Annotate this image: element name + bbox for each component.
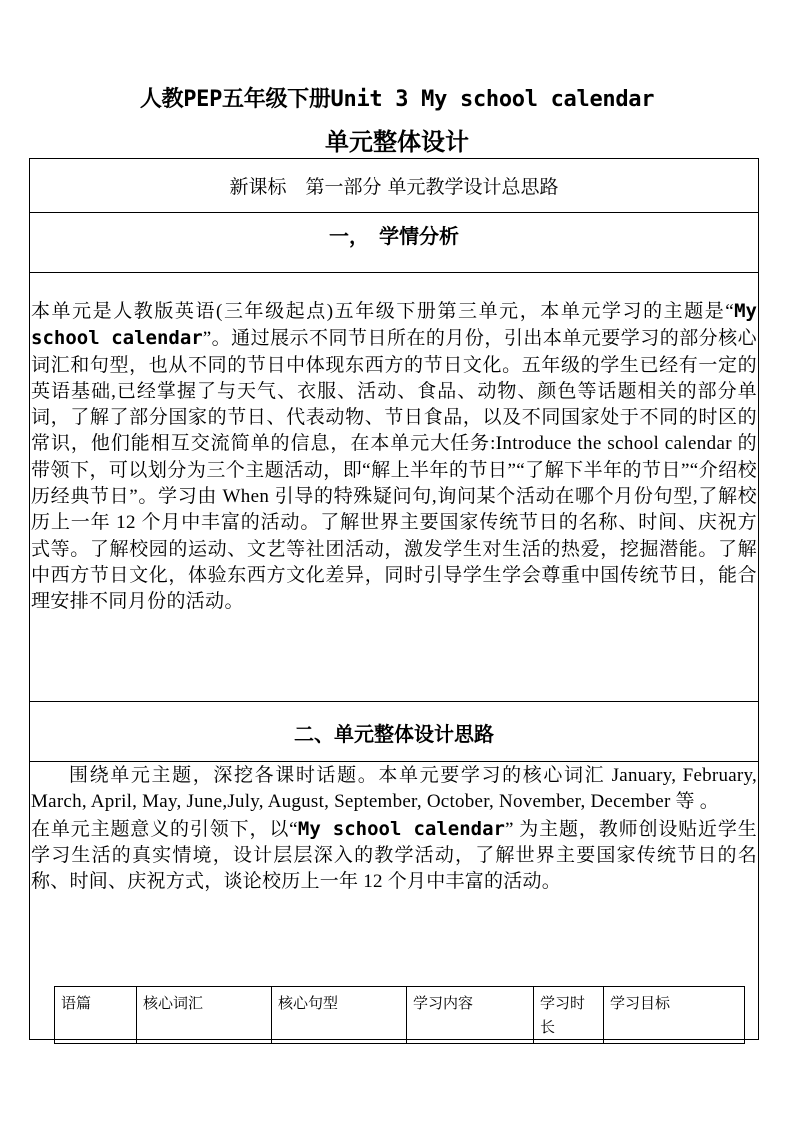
header-cell-sentence-patterns: 核心句型 (272, 987, 407, 1044)
section-title-learner-analysis: 一， 学情分析 (329, 224, 459, 248)
unit-topic-highlight: My school calendar (31, 300, 757, 350)
header-cell-text: 语篇 (55, 987, 137, 1044)
table-subheading: 新课标 第一部分 单元教学设计总思路 (229, 176, 559, 198)
learner-analysis-paragraph (31, 298, 757, 616)
paragraph-text: ”。通过展示不同节日所在的月份，引出本单元要学习的部分核心词汇和句型，也从不同的节日中体现东西方的节日文化。五年级的学生已经有一定的英语基础,已经掌握了与天气、衣服、活动、食品、动物、颜色等话题相关的部分单词，了解了部分国家的节日、代表动物、节日食品，以及不同国家处于不同的时区的常识，他们能相互交流简单的信息，在本单元大任务:Introduce the school calendar 的带领下，可以划分为三个主题活动，即“解上半年的节日”“了解下半年的节日”“介绍校历经典节日”。学习由 When 引导的特殊疑问句,询问某个活动在哪个月份句型,了解校历上一年 12 个月中丰富的活动。了解世界主要国家传统节日的名称、时间、庆祝方式等。了解校园的运动、文艺等社团活动，激发学生对生活的热爱，挖掘潜能。了解中西方节日文化，体验东西方文化差异，同时引导学生学会尊重中国传统节日，能合理安排不同月份的活动。 (31, 328, 757, 613)
table-header-row (55, 987, 745, 1044)
core-vocabulary-paragraph: 围绕单元主题，深挖各课时话题。本单元要学习的核心词汇 January, February, March, April, May, June,July, August, September, October, November, December 等 。 (31, 765, 757, 813)
table-divider (29, 701, 759, 702)
design-approach-paragraph (31, 763, 757, 895)
header-cell-objectives: 学习目标 (604, 987, 745, 1044)
section-title-design-approach: 二、单元整体设计思路 (294, 722, 494, 746)
paragraph-text: ” 为主题，教师创设贴近学生学习生活的真实情境，设计层层深入的教学活动，了解世界主要国家传统节日的名称、时间、庆祝方式，谈论校历上一年 12 个月中丰富的活动。 (31, 818, 758, 893)
header-cell-vocabulary: 核心词汇 (137, 987, 272, 1044)
document-subtitle: 单元整体设计 (325, 128, 469, 156)
header-cell-duration: 学习时长 (534, 987, 604, 1044)
table-divider (29, 272, 759, 273)
unit-topic-highlight: My school calendar (297, 817, 505, 840)
design-theme-paragraph (31, 816, 757, 896)
table-divider (29, 212, 759, 213)
paragraph-text: 在单元主题意义的引领下，以“ (31, 818, 298, 840)
unit-plan-table (54, 986, 745, 1044)
paragraph-text: 本单元是人教版英语(三年级起点)五年级下册第三单元，本单元学习的主题是“ (31, 301, 735, 322)
document-title: 人教PEP五年级下册Unit 3 My school calendar (139, 87, 655, 112)
header-cell-content: 学习内容 (407, 987, 534, 1044)
table-divider (29, 761, 759, 762)
